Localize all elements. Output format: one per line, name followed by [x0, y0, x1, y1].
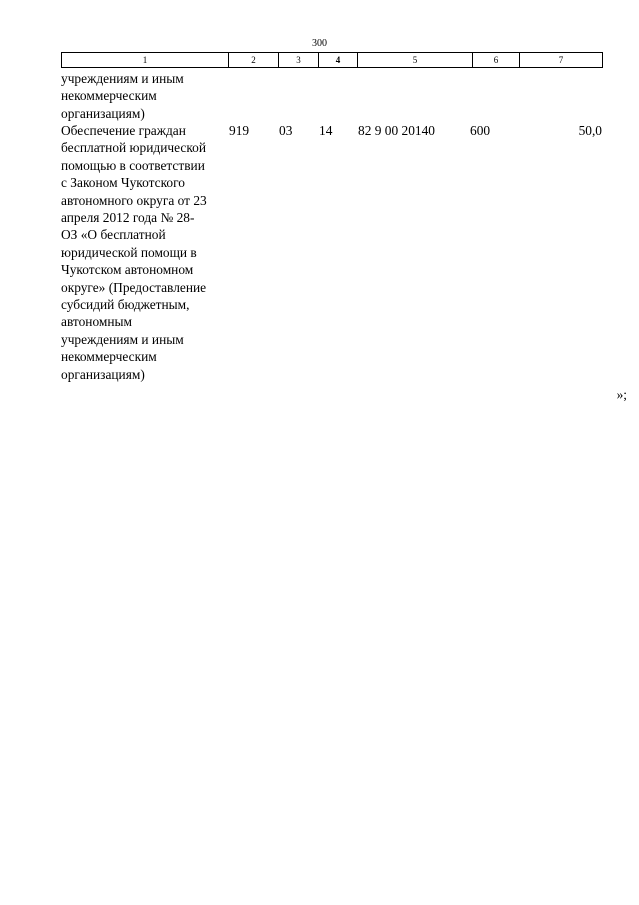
text-line: некоммерческим [61, 88, 157, 104]
header-col-2: 2 [229, 53, 279, 68]
header-row [62, 53, 603, 68]
subsection-code: 14 [319, 123, 333, 138]
text-line: автономного округа от 23 [61, 192, 207, 208]
text-line: Обеспечение граждан [61, 123, 186, 138]
continued-description [61, 70, 231, 122]
closing-quote-mark: »; [616, 387, 627, 402]
page-number: 300 [312, 38, 327, 49]
text-line: субсидий бюджетным, [61, 297, 190, 313]
text-line: округе» (Предоставление [61, 279, 207, 295]
header-col-5: 5 [358, 53, 473, 68]
section-code: 03 [279, 123, 293, 138]
text-line: бесплатной юридической [61, 140, 207, 156]
expense-type-code: 600 [470, 123, 491, 138]
text-line: юридической помощи в [61, 244, 197, 260]
header-col-4: 4 [319, 53, 358, 68]
header-col-1: 1 [62, 53, 229, 68]
amount-value: 50,0 [578, 123, 602, 138]
row-description [61, 122, 231, 383]
ministry-code: 919 [229, 123, 250, 138]
header-col-6: 6 [473, 53, 520, 68]
target-article-code: 82 9 00 20140 [358, 123, 435, 138]
text-line: учреждениям и иным [61, 331, 184, 347]
header-col-3: 3 [279, 53, 319, 68]
text-line: автономным [61, 314, 133, 330]
header-col-7: 7 [520, 53, 603, 68]
text-line: учреждениям и иным [61, 71, 184, 86]
text-line: с Законом Чукотского [61, 175, 185, 191]
text-line: организациям) [61, 366, 145, 382]
text-line: Чукотском автономном [61, 262, 194, 278]
text-line: помощью в соответствии [61, 157, 205, 173]
text-line: некоммерческим [61, 349, 157, 365]
text-line: апреля 2012 года № 28- [61, 210, 195, 226]
column-number-header [61, 52, 603, 68]
text-line: организациям) [61, 105, 145, 121]
text-line: ОЗ «О бесплатной [61, 227, 166, 243]
